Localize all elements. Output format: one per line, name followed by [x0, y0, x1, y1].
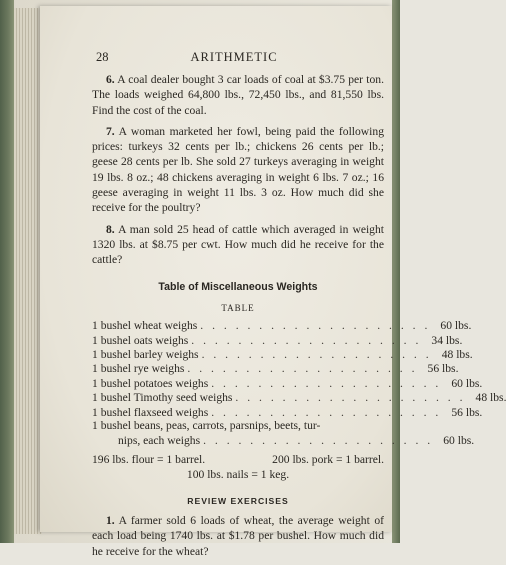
book-cover-right	[392, 0, 400, 543]
problem-8	[92, 222, 384, 268]
problem-text: A man sold 25 head of cattle which averaged in weight 1320 lbs. at $8.75 per cwt. How much did he receive for the cattle?	[92, 222, 384, 267]
weight-value: 56 lbs.	[451, 405, 483, 419]
table-row	[92, 390, 506, 405]
weight-item: 1 bushel oats weighs	[92, 333, 189, 347]
weight-item: 1 bushel Timothy seed weighs	[92, 391, 233, 405]
weight-value: 34 lbs.	[431, 333, 463, 347]
dot-leader: . . . . . . . . . . . . . . . . . . . .	[191, 333, 422, 347]
weight-value: 60 lbs.	[451, 376, 483, 390]
weights-table-caption: TABLE	[221, 302, 255, 313]
dot-leader: . . . . . . . . . . . . . . . . . . . .	[211, 405, 442, 419]
running-title: ARITHMETIC	[190, 50, 278, 64]
dot-leader: . . . . . . . . . . . . . . . . . . . .	[201, 347, 432, 361]
dot-leader: . . . . . . . . . . . . . . . . . . . .	[200, 319, 431, 333]
weight-item: 1 bushel flaxseed weighs	[92, 405, 209, 419]
table-row	[92, 347, 473, 361]
weight-value: 48 lbs.	[441, 347, 473, 361]
weight-value: 60 lbs.	[443, 434, 475, 448]
weight-item: 1 bushel rye weighs	[92, 362, 185, 376]
problem-number: 1.	[106, 513, 115, 527]
page-edges	[14, 8, 42, 534]
dot-leader: . . . . . . . . . . . . . . . . . . . .	[235, 391, 466, 405]
table-row	[92, 333, 463, 347]
weights-table	[92, 318, 506, 482]
review-heading: REVIEW EXERCISES	[187, 495, 289, 506]
problem-number: 8.	[106, 222, 115, 236]
book-cover-left	[0, 0, 14, 543]
weight-item: 1 bushel potatoes weighs	[92, 376, 209, 390]
problem-text: A farmer sold 6 loads of wheat, the average weight of each load being 1740 lbs. at $1.78 per bushel. How much did he receive for the wheat?	[92, 513, 385, 558]
flour-equivalence: 196 lbs. flour = 1 barrel.	[92, 452, 206, 466]
nails-equivalence: 100 lbs. nails = 1 keg.	[186, 467, 290, 481]
problem-number: 7.	[106, 124, 115, 138]
page-body	[92, 72, 506, 565]
table-row-long-cont	[92, 433, 475, 448]
table-row	[92, 405, 483, 419]
problem-text: A woman marketed her fowl, being paid the following prices: turkeys 32 cents per lb.; chickens 26 cents per lb.; geese 28 cents per lb. She sold 27 turkeys averaging in weight 19 lbs. 8 oz.; 48 chickens averaging in weight 6 lbs. 7 oz.; 16 geese averaging in weight 11 lbs. 3 oz. How much did she receive for the poultry?	[92, 124, 384, 215]
dot-leader: . . . . . . . . . . . . . . . . . . . .	[187, 362, 418, 376]
dot-leader: . . . . . . . . . . . . . . . . . . . .	[203, 434, 434, 448]
problem-7	[92, 124, 384, 216]
weight-value: 56 lbs.	[427, 362, 459, 376]
problem-number: 6.	[106, 73, 115, 86]
page-number: 28	[96, 50, 109, 64]
equivalence-row	[92, 452, 384, 467]
weight-value: 60 lbs.	[440, 319, 472, 333]
table-row	[92, 376, 483, 390]
table-row	[92, 318, 472, 333]
weight-value: 48 lbs.	[475, 391, 506, 405]
weight-item: 1 bushel barley weighs	[92, 347, 199, 361]
dot-leader: . . . . . . . . . . . . . . . . . . . .	[211, 376, 442, 390]
weight-item-line2: nips, each weighs	[118, 434, 201, 448]
weight-item: 1 bushel wheat weighs	[92, 319, 198, 333]
problem-text: A coal dealer bought 3 car loads of coal at $3.75 per ton. The loads weighed 64,800 lbs., 72,450 lbs., and 81,550 lbs. Find the cost of the coal.	[92, 73, 384, 117]
table-row	[92, 361, 459, 376]
table-row-long	[92, 419, 384, 433]
problem-6	[92, 72, 384, 118]
book-page	[40, 6, 506, 558]
pork-equivalence: 200 lbs. pork = 1 barrel.	[272, 452, 384, 466]
weights-table-heading: Table of Miscellaneous Weights	[158, 280, 318, 293]
review-problem-1	[92, 513, 384, 559]
weight-item-line1: 1 bushel beans, peas, carrots, parsnips, beets, tur-	[92, 418, 321, 432]
